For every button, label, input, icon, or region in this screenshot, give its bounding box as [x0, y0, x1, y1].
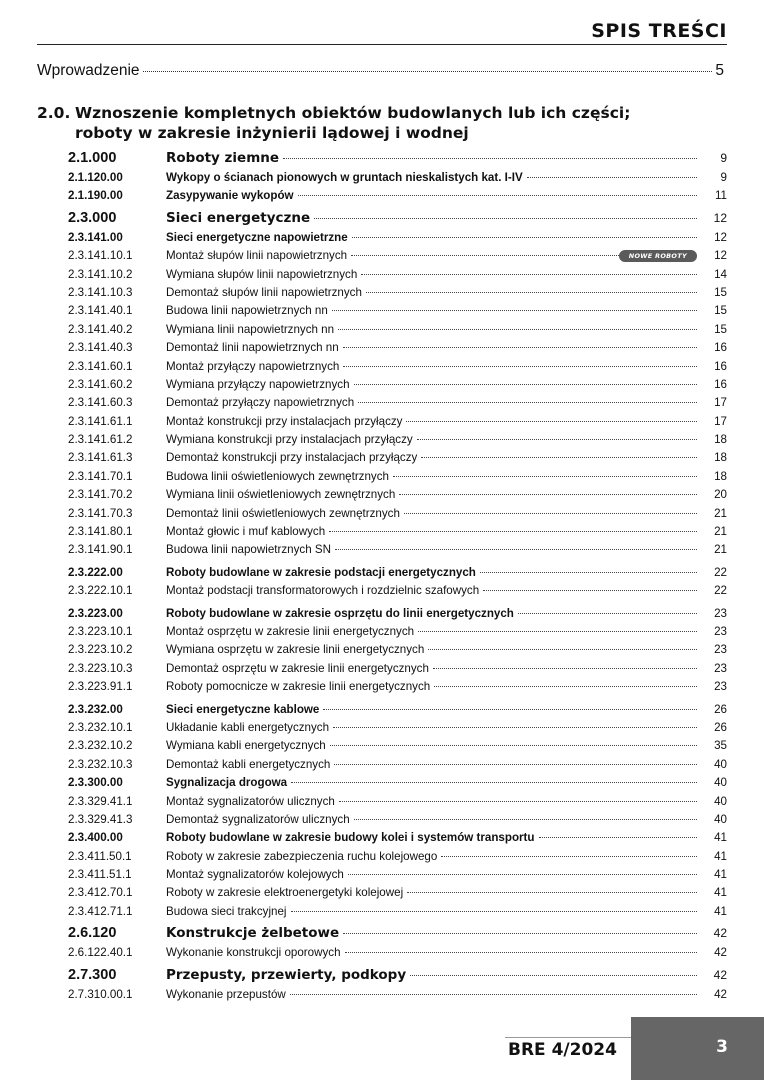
toc-entry-page: 23: [714, 680, 727, 694]
toc-entry-code: 2.3.329.41.1: [68, 794, 133, 808]
dot-leader: [366, 292, 697, 293]
toc-entry[interactable]: [68, 905, 727, 923]
toc-entry-page: 41: [714, 886, 727, 900]
dot-leader: [335, 549, 697, 550]
page-title: SPIS TREŚCI: [591, 20, 727, 42]
dot-leader: [393, 476, 697, 477]
toc-entry-code: 2.3.141.60.2: [68, 377, 133, 391]
toc-entry-page: 41: [714, 904, 727, 918]
toc-entry-label: Montaż słupów linii napowietrznych: [166, 249, 348, 263]
toc-entry[interactable]: [68, 304, 727, 322]
publication-id: BRE 4/2024: [508, 1040, 617, 1060]
dot-leader: [348, 874, 697, 875]
toc-entry-label: Demontaż linii oświetleniowych zewnętrznych: [166, 506, 400, 520]
toc-entry-code: 2.3.232.00: [68, 702, 123, 716]
toc-entry-label: Roboty ziemne: [166, 150, 280, 166]
toc-entry-code: 2.3.222.00: [68, 565, 123, 579]
dot-leader: [291, 911, 697, 912]
toc-entry-label: Sieci energetyczne napowietrzne: [166, 230, 348, 244]
page-number-box: [631, 1017, 764, 1080]
toc-entry-page: 15: [714, 285, 727, 299]
toc-entry-page: 21: [714, 506, 727, 520]
toc-entry-label: Roboty w zakresie elektroenergetyki kolejowej: [166, 886, 404, 900]
toc-entry-code: 2.3.141.61.3: [68, 451, 133, 465]
toc-list: [68, 148, 727, 1006]
toc-entry[interactable]: [68, 360, 727, 378]
toc-entry-label: Przepusty, przewierty, podkopy: [166, 966, 407, 983]
toc-entry-page: 40: [714, 794, 727, 808]
toc-entry-code: 2.6.122.40.1: [68, 946, 133, 960]
dot-leader: [333, 727, 697, 728]
toc-entry[interactable]: [68, 231, 727, 249]
toc-entry[interactable]: [68, 341, 727, 359]
toc-entry[interactable]: [68, 488, 727, 506]
toc-entry-code: 2.6.120: [68, 925, 117, 942]
toc-entry-page: 20: [714, 488, 727, 502]
dot-leader: [406, 421, 697, 422]
toc-entry-page: 23: [714, 606, 727, 620]
toc-entry-page: 12: [713, 210, 727, 225]
toc-entry-code: 2.1.000: [68, 150, 117, 166]
section-title: Wznoszenie kompletnych obiektów budowlanych lub ich części; roboty w zakresie inżynierii lądowej i wodnej: [75, 104, 631, 142]
intro-label: Wprowadzenie: [37, 62, 140, 79]
toc-entry[interactable]: [68, 470, 727, 488]
toc-entry-code: 2.3.141.10.1: [68, 249, 133, 263]
dot-leader: [323, 709, 697, 710]
dot-leader: [418, 631, 697, 632]
toc-entry-label: Wymiana słupów linii napowietrznych: [166, 267, 358, 281]
toc-entry[interactable]: [68, 925, 727, 946]
toc-entry-page: 41: [714, 831, 727, 845]
toc-entry-label: Budowa sieci trakcyjnej: [166, 904, 287, 918]
toc-entry[interactable]: [68, 415, 727, 433]
toc-entry-page: 9: [720, 151, 727, 165]
toc-entry-label: Wymiana osprzętu w zakresie linii energetycznych: [166, 643, 425, 657]
dot-leader: [334, 764, 697, 765]
toc-entry-code: 2.3.141.60.1: [68, 359, 133, 373]
toc-entry-code: 2.3.141.61.1: [68, 414, 133, 428]
toc-entry[interactable]: [68, 433, 727, 451]
dot-leader: [421, 457, 697, 458]
toc-entry-code: 2.3.141.10.2: [68, 267, 133, 281]
toc-entry[interactable]: [68, 323, 727, 341]
toc-entry-page: 42: [713, 926, 727, 941]
toc-entry-label: Roboty budowlane w zakresie budowy kolei i systemów transportu: [166, 831, 535, 845]
toc-entry-label: Demontaż linii napowietrznych nn: [166, 341, 339, 355]
toc-entry-label: Wykonanie przepustów: [166, 987, 286, 1001]
toc-entry[interactable]: [68, 831, 727, 849]
toc-entry-label: Montaż głowic i muf kablowych: [166, 525, 326, 539]
toc-entry-label: Konstrukcje żelbetowe: [166, 925, 340, 942]
toc-entry-code: 2.3.141.40.1: [68, 304, 133, 318]
toc-entry-page: 23: [714, 624, 727, 638]
toc-entry-label: Roboty w zakresie zabezpieczenia ruchu kolejowego: [166, 849, 438, 863]
toc-entry-label: Budowa linii napowietrznych SN: [166, 543, 331, 557]
toc-entry-code: 2.3.141.00: [68, 230, 123, 244]
dot-leader: [343, 366, 697, 367]
toc-entry[interactable]: [68, 813, 727, 831]
toc-entry-label: Wymiana linii napowietrznych nn: [166, 322, 335, 336]
dot-leader: [399, 494, 697, 495]
toc-entry-page: 22: [714, 565, 727, 579]
toc-entry-label: Montaż sygnalizatorów kolejowych: [166, 868, 344, 882]
toc-entry[interactable]: [68, 150, 727, 171]
toc-entry-page: 14: [714, 267, 727, 281]
toc-entry-page: 17: [714, 414, 727, 428]
toc-entry-label: Sieci energetyczne: [166, 209, 311, 226]
toc-entry[interactable]: [68, 721, 727, 739]
dot-leader: [329, 531, 697, 532]
toc-entry-label: Budowa linii oświetleniowych zewnętrznych: [166, 469, 389, 483]
toc-entry-code: 2.3.223.10.2: [68, 643, 133, 657]
intro-page: 5: [715, 62, 724, 79]
dot-leader: [343, 933, 697, 934]
toc-entry[interactable]: [68, 507, 727, 525]
toc-entry-code: 2.3.141.61.2: [68, 433, 133, 447]
toc-entry-label: Demontaż słupów linii napowietrznych: [166, 285, 362, 299]
toc-entry[interactable]: [68, 286, 727, 304]
toc-entry-label: Roboty pomocnicze w zakresie linii energetycznych: [166, 680, 431, 694]
toc-entry-code: 2.1.120.00: [68, 171, 123, 184]
toc-entry-label: Sieci energetyczne kablowe: [166, 702, 320, 716]
toc-entry-label: Wykopy o ścianach pionowych w gruntach nieskalistych kat. I-IV: [166, 171, 523, 184]
toc-entry-label: Wymiana linii oświetleniowych zewnętrznych: [166, 488, 396, 502]
dot-leader: [417, 439, 697, 440]
toc-entry-page: 42: [714, 987, 727, 1001]
toc-entry-page: 23: [714, 643, 727, 657]
toc-entry[interactable]: [68, 525, 727, 543]
toc-entry-code: 2.3.232.10.3: [68, 757, 133, 771]
dot-leader: [407, 892, 697, 893]
toc-entry-page: 40: [714, 776, 727, 790]
toc-entry[interactable]: [68, 886, 727, 904]
toc-entry-page: 21: [714, 543, 727, 557]
dot-leader: [290, 994, 697, 995]
section-number: 2.0.: [37, 104, 71, 122]
toc-entry[interactable]: [68, 680, 727, 698]
toc-entry[interactable]: [68, 703, 727, 721]
dot-leader: [314, 218, 697, 219]
toc-entry-page: 26: [714, 720, 727, 734]
toc-entry-label: Wymiana konstrukcji przy instalacjach przyłączy: [166, 433, 413, 447]
dot-leader: [428, 649, 697, 650]
toc-entry-code: 2.3.400.00: [68, 831, 123, 845]
toc-entry-code: 2.3.141.70.2: [68, 488, 133, 502]
toc-entry-code: 2.3.141.40.2: [68, 322, 133, 336]
toc-entry-code: 2.7.310.00.1: [68, 987, 133, 1001]
dot-leader: [404, 513, 697, 514]
toc-entry-code: 2.3.222.10.1: [68, 584, 133, 598]
toc-entry-code: 2.3.300.00: [68, 776, 123, 790]
toc-entry-page: 18: [714, 469, 727, 483]
dot-leader: [483, 590, 697, 591]
toc-entry-label: Wykonanie konstrukcji oporowych: [166, 946, 341, 960]
dot-leader: [410, 975, 697, 976]
toc-entry[interactable]: [68, 543, 727, 561]
toc-entry-page: 11: [714, 189, 727, 203]
dot-leader: [354, 384, 697, 385]
toc-entry-page: 15: [714, 304, 727, 318]
toc-entry[interactable]: [68, 758, 727, 776]
dot-leader: [291, 782, 697, 783]
toc-entry-page: 40: [714, 812, 727, 826]
toc-entry-label: Demontaż sygnalizatorów ulicznych: [166, 812, 350, 826]
toc-entry[interactable]: [68, 662, 727, 680]
toc-entry[interactable]: [68, 625, 727, 643]
toc-entry[interactable]: [68, 210, 727, 231]
dot-leader: [441, 856, 697, 857]
dot-leader: [343, 347, 697, 348]
toc-entry-code: 2.3.232.10.2: [68, 739, 133, 753]
toc-entry-code: 2.3.223.10.3: [68, 661, 133, 675]
toc-entry-label: Montaż osprzętu w zakresie linii energetycznych: [166, 624, 415, 638]
toc-entry-page: 35: [714, 739, 727, 753]
toc-entry[interactable]: [68, 850, 727, 868]
toc-entry-code: 2.3.329.41.3: [68, 812, 133, 826]
toc-entry-label: Demontaż kabli energetycznych: [166, 757, 331, 771]
toc-entry-page: 23: [714, 661, 727, 675]
toc-entry[interactable]: [68, 776, 727, 794]
toc-entry-label: Roboty budowlane w zakresie osprzętu do linii energetycznych: [166, 606, 514, 620]
toc-entry-label: Montaż podstacji transformatorowych i rozdzielnic szafowych: [166, 584, 480, 598]
toc-entry-code: 2.3.141.10.3: [68, 285, 133, 299]
dot-leader: [358, 402, 697, 403]
toc-entry[interactable]: [68, 396, 727, 414]
toc-entry[interactable]: [68, 607, 727, 625]
toc-entry-page: 18: [714, 451, 727, 465]
toc-entry-label: Zasypywanie wykopów: [166, 189, 294, 203]
toc-entry[interactable]: [68, 739, 727, 757]
toc-entry[interactable]: [68, 967, 727, 988]
toc-entry-code: 2.7.300: [68, 966, 117, 983]
toc-entry[interactable]: [68, 795, 727, 813]
toc-entry[interactable]: [68, 946, 727, 964]
dot-leader: [527, 177, 697, 178]
dot-leader: [345, 952, 697, 953]
toc-entry[interactable]: [68, 451, 727, 469]
toc-entry-label: Montaż przyłączy napowietrznych: [166, 359, 340, 373]
dot-leader: [354, 819, 697, 820]
toc-entry-label: Montaż sygnalizatorów ulicznych: [166, 794, 335, 808]
toc-entry-code: 2.3.141.80.1: [68, 525, 133, 539]
dot-leader: [332, 310, 697, 311]
dot-leader: [539, 837, 698, 838]
toc-entry-code: 2.3.411.50.1: [68, 849, 132, 863]
toc-entry-label: Wymiana przyłączy napowietrznych: [166, 377, 350, 391]
dot-leader: [433, 668, 697, 669]
toc-entry-page: 12: [714, 249, 727, 263]
page-header: [37, 18, 727, 45]
toc-entry[interactable]: [68, 584, 727, 602]
toc-entry-page: 21: [714, 525, 727, 539]
toc-entry-code: 2.3.141.90.1: [68, 543, 133, 557]
dot-leader: [434, 686, 697, 687]
new-works-badge: NOWE ROBOTY: [619, 250, 697, 262]
toc-intro-entry[interactable]: [37, 62, 724, 80]
toc-entry[interactable]: [68, 171, 727, 189]
dot-leader: [339, 801, 697, 802]
toc-entry-code: 2.3.000: [68, 209, 117, 226]
toc-entry-label: Układanie kabli energetycznych: [166, 720, 330, 734]
dot-leader: [338, 329, 697, 330]
dot-leader: [283, 158, 697, 159]
toc-entry-code: 2.3.141.70.3: [68, 506, 133, 520]
toc-entry-label: Demontaż konstrukcji przy instalacjach przyłączy: [166, 451, 418, 465]
toc-entry[interactable]: [68, 249, 727, 267]
dot-leader: [143, 71, 713, 72]
toc-entry-code: 2.3.141.60.3: [68, 396, 133, 410]
toc-entry-code: 2.3.223.10.1: [68, 624, 133, 638]
toc-entry[interactable]: [68, 566, 727, 584]
toc-entry-label: Budowa linii napowietrznych nn: [166, 304, 328, 318]
toc-entry-code: 2.3.141.70.1: [68, 469, 133, 483]
toc-entry-code: 2.1.190.00: [68, 189, 123, 203]
toc-entry-page: 40: [714, 757, 727, 771]
toc-entry-page: 15: [714, 322, 727, 336]
toc-entry-code: 2.3.223.91.1: [68, 680, 133, 694]
toc-entry-code: 2.3.411.51.1: [68, 868, 132, 882]
toc-entry[interactable]: [68, 868, 727, 886]
toc-entry-label: Wymiana kabli energetycznych: [166, 739, 326, 753]
toc-entry-code: 2.3.412.71.1: [68, 904, 133, 918]
page-number: 3: [716, 1037, 728, 1057]
toc-entry[interactable]: [68, 189, 727, 207]
dot-leader: [352, 237, 697, 238]
dot-leader: [518, 613, 697, 614]
toc-entry[interactable]: [68, 643, 727, 661]
toc-entry-code: 2.3.232.10.1: [68, 720, 133, 734]
dot-leader: [361, 274, 697, 275]
toc-entry-page: 41: [714, 868, 727, 882]
toc-entry[interactable]: [68, 378, 727, 396]
toc-entry-label: Roboty budowlane w zakresie podstacji energetycznych: [166, 565, 476, 579]
toc-entry-page: 9: [720, 171, 727, 184]
toc-entry[interactable]: [68, 268, 727, 286]
toc-entry-code: 2.3.412.70.1: [68, 886, 133, 900]
toc-entry-page: 16: [714, 359, 727, 373]
toc-entry-label: Montaż konstrukcji przy instalacjach przyłączy: [166, 414, 403, 428]
toc-entry-label: Demontaż osprzętu w zakresie linii energetycznych: [166, 661, 429, 675]
toc-entry-page: 42: [713, 967, 727, 982]
toc-entry-page: 26: [714, 702, 727, 716]
dot-leader: [298, 195, 697, 196]
toc-entry-label: Sygnalizacja drogowa: [166, 776, 288, 790]
toc-entry[interactable]: [68, 988, 727, 1006]
toc-entry-page: 42: [714, 946, 727, 960]
toc-entry-page: 41: [714, 849, 727, 863]
toc-entry-page: 22: [714, 584, 727, 598]
toc-entry-label: Demontaż przyłączy napowietrznych: [166, 396, 355, 410]
toc-entry-page: 16: [714, 341, 727, 355]
toc-entry-page: 12: [714, 230, 727, 244]
toc-entry-page: 16: [714, 377, 727, 391]
toc-entry-code: 2.3.223.00: [68, 606, 123, 620]
toc-entry-page: 17: [714, 396, 727, 410]
toc-entry-code: 2.3.141.40.3: [68, 341, 133, 355]
dot-leader: [480, 572, 697, 573]
dot-leader: [330, 745, 697, 746]
toc-entry-page: 18: [714, 433, 727, 447]
